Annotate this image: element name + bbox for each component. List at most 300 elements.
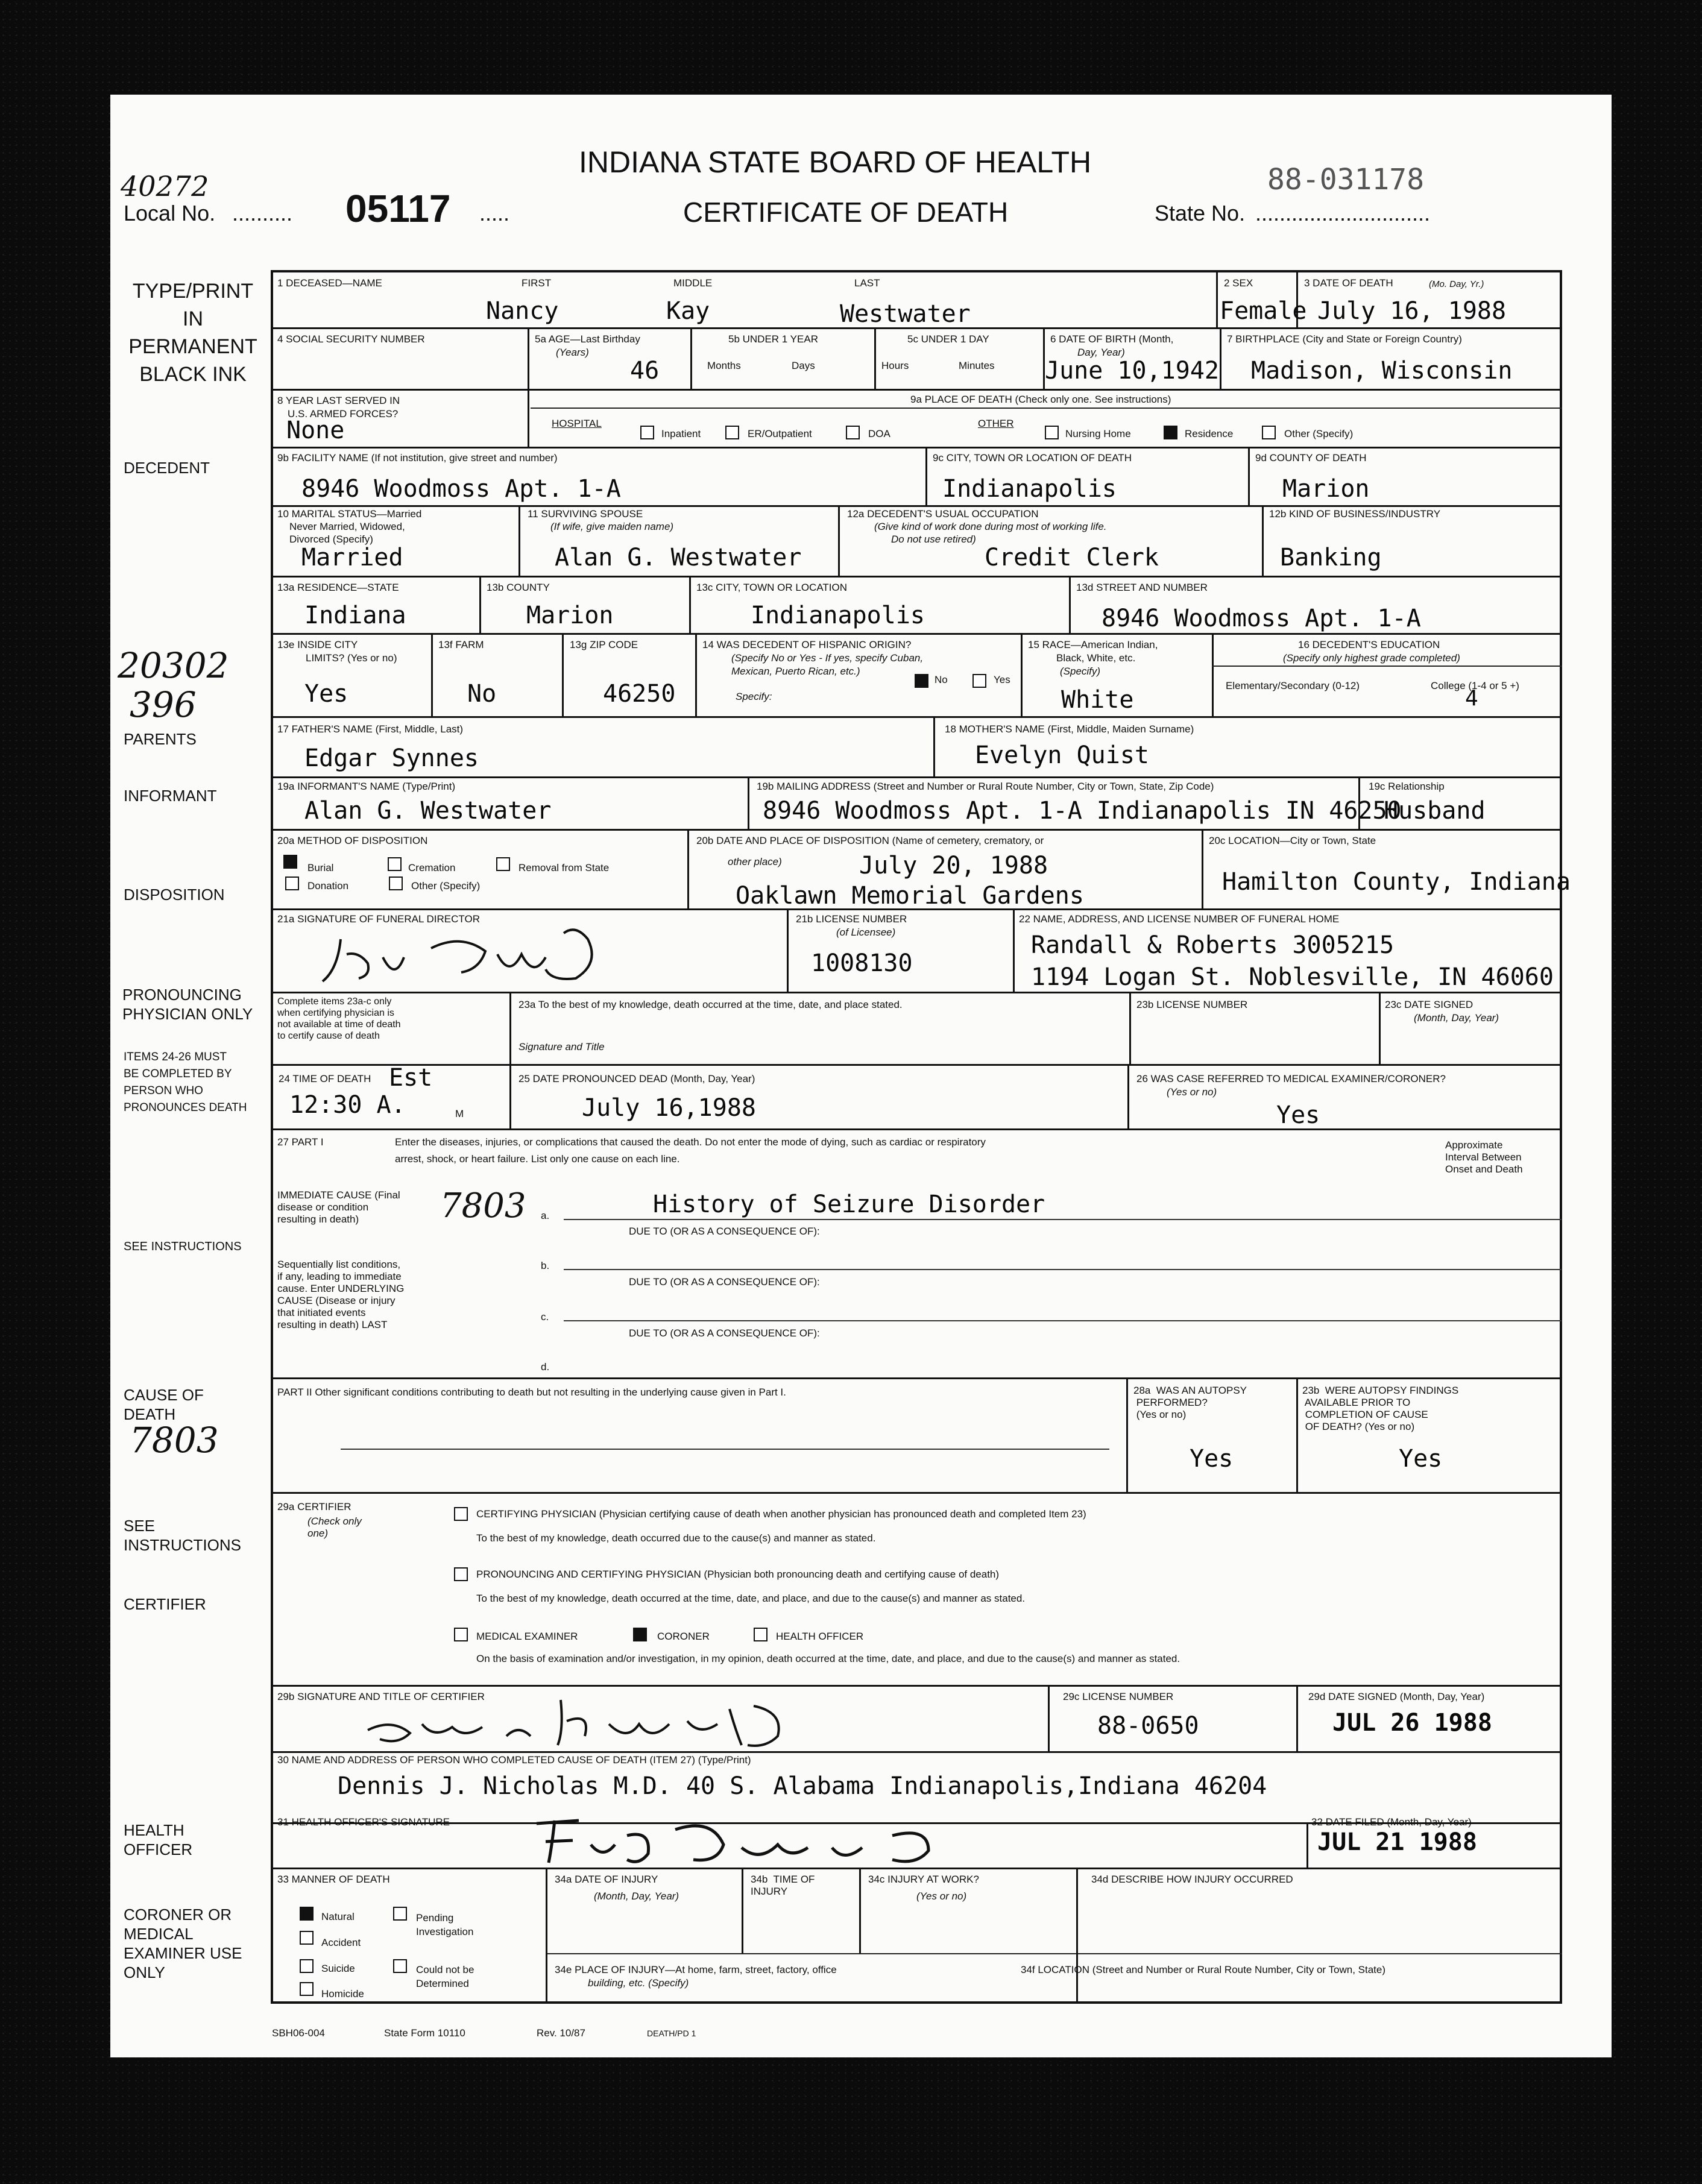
label-34f: 34f LOCATION (Street and Number or Rural Route Number, City or Town, State) [1021,1964,1385,1975]
checkbox-coroner[interactable] [633,1628,647,1641]
local-no-label: Local No. [124,201,216,225]
v-div [690,327,692,389]
v-div [695,633,697,716]
value-farm: No [467,680,497,708]
label-residence: Residence [1185,428,1234,439]
label-15-sub1: Black, White, etc. [1056,652,1136,664]
label-pronouncing-certifying: PRONOUNCING AND CERTIFYING PHYSICIAN (Physician both pronouncing death and certifying cause of death) [476,1569,1000,1580]
label-pronouncing-certifying-sub: To the best of my knowledge, death occurred at the time, date, and place, and due to the cause(s) and manner as stated. [476,1593,1026,1604]
v-div [1129,992,1131,1064]
local-no-trail: ..... [479,201,510,225]
complete-items-note: Complete items 23a-c only when certifying physician is not available at time of death to certify cause of death [277,996,401,1041]
label-natural: Natural [321,1911,355,1922]
checkbox-burial[interactable] [283,855,297,869]
label-16-elementary: Elementary/Secondary (0-12) [1226,680,1360,691]
label-part-2: PART II Other significant conditions contributing to death but not resulting in the underlying cause given in Part I. [277,1386,786,1398]
value-city-of-death: Indianapolis [942,475,1117,503]
row-line-4 [271,505,1562,507]
row-line-15 [271,1492,1562,1494]
checkbox-er-outpatient[interactable] [725,426,739,439]
row-line-12 [271,1064,1562,1066]
v-div [1379,992,1381,1064]
value-time-of-death: 12:30 A. [289,1091,406,1119]
v-div [1216,270,1218,329]
checkbox-other-place[interactable] [1262,426,1276,439]
label-14: 14 WAS DECEDENT OF HISPANIC ORIGIN? [702,639,912,650]
value-first-name: Nancy [486,297,559,325]
checkbox-suicide[interactable] [300,1959,314,1973]
row-line-9 [271,829,1562,831]
v-div [509,992,511,1128]
v-div [1013,908,1015,992]
label-approx-interval: Approximate Interval Between Onset and Death [1445,1139,1523,1175]
footer-code: DEATH/PD 1 [647,2028,696,2038]
label-1: 1 DECEASED—NAME [277,277,382,289]
value-mother: Evelyn Quist [975,741,1149,769]
checkbox-nursing-home[interactable] [1045,426,1059,439]
handwritten-20302: 20302 [118,645,229,686]
label-due-to-1: DUE TO (OR AS A CONSEQUENCE OF): [629,1226,820,1237]
label-accident: Accident [321,1937,361,1948]
label-29b: 29b SIGNATURE AND TITLE OF CERTIFIER [277,1691,485,1702]
checkbox-cremation[interactable] [388,857,402,871]
label-hospital: HOSPITAL [552,418,602,429]
label-16: 16 DECEDENT'S EDUCATION [1298,639,1440,650]
label-26: 26 WAS CASE REFERRED TO MEDICAL EXAMINER/CORONER? [1136,1073,1446,1084]
value-autopsy: Yes [1190,1445,1234,1473]
label-other-place: OTHER [978,418,1014,429]
value-surviving-spouse: Alan G. Westwater [555,544,802,571]
value-date-of-birth: June 10,1942 [1045,357,1219,385]
label-34e: 34e PLACE OF INJURY—At home, farm, street, factory, office [555,1964,837,1975]
label-9d: 9d COUNTY OF DEATH [1255,452,1367,464]
label-27-desc1: Enter the diseases, injuries, or complications that caused the death. Do not enter the mode of dying, such as cardiac or respiratory [395,1136,986,1148]
label-13f: 13f FARM [438,639,484,650]
label-18: 18 MOTHER'S NAME (First, Middle, Maiden Surname) [945,723,1194,735]
v-div [479,576,481,633]
local-no-dots: .......... [232,201,293,225]
label-28a: 28a WAS AN AUTOPSY PERFORMED? (Yes or no) [1133,1385,1247,1420]
label-er-outpatient: ER/Outpatient [748,428,812,439]
value-race: White [1061,686,1134,714]
checkbox-inpatient[interactable] [640,426,654,439]
row-line-16 [271,1685,1562,1687]
label-9b: 9b FACILITY NAME (If not institution, give street and number) [277,452,558,464]
value-sex: Female [1220,297,1307,325]
value-disposition-location: Hamilton County, Indiana [1222,868,1571,896]
value-facility: 8946 Woodmoss Apt. 1-A [301,475,621,503]
value-county-of-death: Marion [1282,475,1370,503]
label-20b: 20b DATE AND PLACE OF DISPOSITION (Name of cemetery, crematory, or [696,835,1044,846]
label-23c-sub: (Month, Day, Year) [1414,1012,1499,1024]
v-div [1021,633,1023,716]
v-div [1069,576,1071,633]
see-instructions-small: SEE INSTRUCTIONS [124,1240,242,1253]
checkbox-hispanic-no[interactable] [915,674,928,688]
checkbox-residence[interactable] [1164,426,1177,439]
checkbox-health-officer[interactable] [754,1628,767,1641]
label-17: 17 FATHER'S NAME (First, Middle, Last) [277,723,464,735]
label-certifying-physician-sub: To the best of my knowledge, death occurred due to the cause(s) and manner as stated. [476,1532,876,1544]
label-10-sub2: Divorced (Specify) [289,533,373,545]
value-person-completed-cause: Dennis J. Nicholas M.D. 40 S. Alabama Indianapolis,Indiana 46204 [338,1772,1267,1800]
v-div [518,505,520,576]
footer-form-id: SBH06-004 [272,2027,325,2039]
section-health-officer: HEALTH OFFICER [124,1821,193,1858]
label-32: 32 DATE FILED (Month, Day, Year) [1311,1816,1472,1828]
cause-line-c [564,1320,1562,1321]
v-div [787,908,789,992]
value-age: 46 [630,357,660,385]
value-residence-county: Marion [526,602,614,629]
v-div [748,776,749,829]
label-14-no: No [935,674,948,685]
label-suicide: Suicide [321,1963,355,1974]
label-5a: 5a AGE—Last Birthday [535,333,640,345]
section-informant: INFORMANT [124,787,217,805]
v-div [1048,1685,1050,1751]
v-div [1306,1822,1308,1868]
value-birthplace: Madison, Wisconsin [1251,357,1513,385]
label-29c: 29c LICENSE NUMBER [1063,1691,1174,1702]
label-30: 30 NAME AND ADDRESS OF PERSON WHO COMPLETED CAUSE OF DEATH (ITEM 27) (Type/Print) [277,1754,751,1766]
value-last-name: Westwater [840,300,971,328]
section-parents: PARENTS [124,730,197,748]
state-no-value: 88-031178 [1267,163,1425,197]
v-div [528,389,529,447]
label-34e-sub: building, etc. (Specify) [588,1977,689,1989]
label-29d: 29d DATE SIGNED (Month, Day, Year) [1308,1691,1485,1702]
label-2: 2 SEX [1224,277,1253,289]
label-donation: Donation [307,880,349,892]
row-line-14 [271,1377,1562,1379]
value-date-filed: JUL 21 1988 [1317,1828,1477,1856]
state-no-label: State No. [1155,201,1246,225]
v-div [1220,327,1221,389]
board-title: INDIANA STATE BOARD OF HEALTH [579,145,1092,179]
label-cremation: Cremation [408,862,456,873]
label-inpatient: Inpatient [661,428,701,439]
label-24: 24 TIME OF DEATH [279,1073,371,1084]
label-29a-sub: (Check only one) [307,1515,362,1539]
label-5b-months: Months [707,360,741,371]
label-b: b. [541,1260,550,1271]
label-34c: 34c INJURY AT WORK? [868,1874,979,1885]
cause-line-a [564,1219,1562,1220]
value-mailing-address: 8946 Woodmoss Apt. 1-A Indianapolis IN 46250 [763,797,1402,825]
label-burial: Burial [307,862,334,873]
label-removal: Removal from State [518,862,610,873]
label-34a: 34a DATE OF INJURY [555,1874,658,1885]
v-div [1248,447,1250,505]
label-29a: 29a CERTIFIER [277,1501,351,1512]
label-16-college: College (1-4 or 5 +) [1431,680,1519,691]
label-20c: 20c LOCATION—City or Town, State [1209,835,1376,846]
part2-line [341,1449,1109,1450]
label-19b: 19b MAILING ADDRESS (Street and Number or Rural Route Number, City or Town, State, Zip Code) [757,781,1214,792]
funeral-director-signature [310,921,696,990]
value-father: Edgar Synnes [304,744,479,772]
checkbox-other-disposition[interactable] [389,876,403,890]
label-23a: 23a To the best of my knowledge, death occurred at the time, date, and place stated. [518,999,903,1010]
value-referred-to-coroner: Yes [1276,1101,1320,1129]
label-health-officer: HEALTH OFFICER [776,1631,864,1642]
value-occupation: Credit Clerk [985,544,1159,571]
label-12a-sub2: Do not use retired) [891,533,976,545]
label-6: 6 DATE OF BIRTH (Month, [1050,333,1174,345]
checkbox-pronouncing-certifying[interactable] [454,1567,468,1581]
v-div [528,327,529,389]
label-13a: 13a RESIDENCE—STATE [277,582,399,593]
value-middle-name: Kay [666,297,710,325]
row-line-7 [271,716,1562,718]
checkbox-accident[interactable] [300,1931,314,1945]
label-medical-examiner-sub: On the basis of examination and/or investigation, in my opinion, death occurred at the time, date, and place, and due to the cause(s) and manner as stated. [476,1653,1180,1664]
checkbox-hispanic-yes[interactable] [972,674,986,688]
local-no-handwritten: 40272 [121,170,209,203]
label-20b-sub: other place) [728,856,782,867]
label-13g: 13g ZIP CODE [570,639,638,650]
label-nursing-home: Nursing Home [1065,428,1131,439]
checkbox-medical-examiner[interactable] [454,1628,468,1641]
label-13e-sub: LIMITS? (Yes or no) [306,652,397,664]
v-div [687,829,689,908]
label-26-sub: (Yes or no) [1167,1086,1217,1098]
handwritten-cause-code-27: 7803 [440,1186,526,1226]
footer-revision: Rev. 10/87 [537,2027,585,2039]
value-funeral-home-name: Randall & Roberts 3005215 [1031,931,1395,959]
label-34d: 34d DESCRIBE HOW INJURY OCCURRED [1091,1874,1293,1885]
handwritten-396: 396 [130,684,197,725]
label-34a-sub: (Month, Day, Year) [594,1890,679,1902]
label-a: a. [541,1210,550,1221]
value-funeral-home-address: 1194 Logan St. Noblesville, IN 46060 [1031,963,1554,991]
label-immediate-cause: IMMEDIATE CAUSE (Final disease or condition resulting in death) [277,1189,400,1225]
checkbox-doa[interactable] [846,426,860,439]
label-8: 8 YEAR LAST SERVED IN [277,395,400,406]
row-line-2 [271,389,1562,391]
value-time-estimate: Est [389,1064,433,1092]
label-5c-minutes: Minutes [959,360,995,371]
label-13e: 13e INSIDE CITY [277,639,358,650]
checkbox-could-not-determine[interactable] [393,1959,407,1973]
section-certifier: CERTIFIER [124,1595,206,1613]
cause-line-b [564,1269,1562,1270]
v-div [431,633,433,716]
checkbox-homicide[interactable] [300,1982,314,1996]
label-34c-sub: (Yes or no) [916,1890,967,1902]
label-last: LAST [854,277,880,289]
label-14-sub2: Mexican, Puerto Rican, etc.) [731,666,860,677]
label-5a-sub: (Years) [556,347,589,358]
v-div [562,633,564,716]
label-21a: 21a SIGNATURE OF FUNERAL DIRECTOR [277,913,480,925]
label-doa: DOA [868,428,890,439]
section-disposition: DISPOSITION [124,886,225,904]
v-div [1296,1685,1298,1751]
v-div [689,576,691,633]
label-due-to-3: DUE TO (OR AS A CONSEQUENCE OF): [629,1327,820,1339]
label-8-sub: U.S. ARMED FORCES? [288,408,399,420]
checkbox-pending[interactable] [393,1907,407,1921]
value-relationship: Husband [1384,797,1486,825]
label-certifying-physician: CERTIFYING PHYSICIAN (Physician certifying cause of death when another physician has pronounced death and completed Item 23) [476,1508,1086,1520]
value-disposition-place: Oaklawn Memorial Gardens [736,882,1084,910]
v-div [925,447,927,505]
label-27-desc2: arrest, shock, or heart failure. List only one cause on each line. [395,1153,680,1165]
label-19a: 19a INFORMANT'S NAME (Type/Print) [277,781,456,792]
value-inside-city: Yes [304,680,348,708]
state-no-dots: ............................. [1255,201,1431,225]
label-10: 10 MARITAL STATUS—Married [277,508,422,520]
label-7: 7 BIRTHPLACE (City and State or Foreign Country) [1227,333,1462,345]
v-div [838,505,840,576]
label-23a-signature: Signature and Title [518,1041,605,1053]
label-12b: 12b KIND OF BUSINESS/INDUSTRY [1269,508,1441,520]
certifier-signature [356,1688,868,1751]
handwritten-cause-code: 7803 [130,1420,219,1461]
v-div [1212,633,1214,716]
value-industry: Banking [1280,544,1382,571]
label-sequential: Sequentially list conditions, if any, leading to immediate cause. Enter UNDERLYING CAUSE (Disease or injury that initiated events resulting in death) LAST [277,1259,405,1330]
label-13c: 13c CITY, TOWN OR LOCATION [696,582,848,593]
checkbox-natural[interactable] [300,1907,314,1921]
label-14-specify: Specify: [736,691,772,702]
label-13d: 13d STREET AND NUMBER [1076,582,1208,593]
label-14-yes: Yes [994,674,1010,685]
certificate-title: CERTIFICATE OF DEATH [683,197,1009,228]
value-certifier-date: JUL 26 1988 [1332,1709,1492,1737]
row-line-3 [271,447,1562,448]
label-5c-hours: Hours [881,360,909,371]
label-22: 22 NAME, ADDRESS, AND LICENSE NUMBER OF FUNERAL HOME [1019,913,1340,925]
label-21b: 21b LICENSE NUMBER [796,913,907,925]
label-c: c. [541,1311,549,1323]
section-coroner: CORONER OR MEDICAL EXAMINER USE ONLY [124,1905,242,1981]
value-funeral-director-license: 1008130 [811,949,913,977]
label-medical-examiner: MEDICAL EXAMINER [476,1631,578,1642]
label-23c: 23c DATE SIGNED [1385,999,1473,1010]
type-print-instruction: TYPE/PRINT IN PERMANENT BLACK INK [128,280,257,386]
value-college-years: 4 [1465,686,1478,711]
label-5b: 5b UNDER 1 YEAR [728,333,818,345]
label-could-not-determine: Could not be Determined [416,1964,474,1989]
label-3-sub: (Mo. Day, Yr.) [1429,279,1484,289]
checkbox-removal[interactable] [496,857,510,871]
label-21b-sub: (of Licensee) [836,927,896,938]
label-other-disposition: Other (Specify) [411,880,481,892]
v-div [1126,1377,1128,1492]
section-pronouncing-physician: PRONOUNCING PHYSICIAN ONLY [122,986,253,1023]
label-pending: Pending Investigation [416,1912,474,1937]
label-5b-days: Days [792,360,815,371]
checkbox-donation[interactable] [285,876,299,890]
items-24-26-note: ITEMS 24-26 MUST BE COMPLETED BY PERSON WHO PRONOUNCES DEATH [124,1051,247,1114]
place-of-death-line [531,408,1562,409]
label-other-specify: Other (Specify) [1284,428,1354,439]
v-div [546,1868,547,2004]
v-div [742,1868,743,1953]
label-11: 11 SURVIVING SPOUSE [528,508,643,520]
label-12a: 12a DECEDENT'S USUAL OCCUPATION [847,508,1039,520]
label-33: 33 MANNER OF DEATH [277,1874,390,1885]
checkbox-certifying-physician[interactable] [454,1507,468,1521]
label-4: 4 SOCIAL SECURITY NUMBER [277,333,425,345]
section-decedent: DECEDENT [124,459,210,477]
row-line-11 [271,992,1562,993]
label-3: 3 DATE OF DEATH [1304,277,1393,289]
label-12a-sub1: (Give kind of work done during most of working life. [874,521,1107,532]
value-disposition-date: July 20, 1988 [859,852,1048,880]
value-marital-status: Married [301,544,403,571]
label-13b: 13b COUNTY [487,582,550,593]
label-homicide: Homicide [321,1988,364,2000]
label-31: 31 HEALTH OFFICER'S SIGNATURE [277,1816,450,1828]
label-d: d. [541,1361,550,1373]
value-autopsy-findings: Yes [1399,1445,1443,1473]
label-9a: 9a PLACE OF DEATH (Check only one. See instructions) [910,394,1171,405]
label-28b: 23b WERE AUTOPSY FINDINGS AVAILABLE PRIOR TO COMPLETION OF CAUSE OF DEATH? (Yes or no) [1302,1385,1459,1432]
footer-state-form: State Form 10110 [384,2027,465,2039]
label-27: 27 PART I [277,1136,324,1148]
value-date-of-death: July 16, 1988 [1317,297,1507,325]
v-div [1296,1377,1298,1492]
row-line-17 [271,1751,1562,1753]
row-line-8 [271,776,1562,778]
label-coroner: CORONER [657,1631,710,1642]
v-div [933,716,935,776]
v-div [1076,1868,1078,2004]
value-cause-a: History of Seizure Disorder [653,1191,1045,1218]
label-16-sub: (Specify only highest grade completed) [1283,652,1460,664]
label-25: 25 DATE PRONOUNCED DEAD (Month, Day, Year) [518,1073,755,1084]
value-informant: Alan G. Westwater [304,797,552,825]
value-date-pronounced: July 16,1988 [582,1094,756,1122]
label-20a: 20a METHOD OF DISPOSITION [277,835,428,846]
v-div [1127,1064,1129,1128]
value-zip: 46250 [603,680,676,708]
v-div [1262,505,1264,576]
value-residence-city: Indianapolis [751,602,925,629]
label-34b: 34b TIME OF INJURY [751,1874,815,1897]
value-armed-forces: None [286,417,345,444]
label-due-to-2: DUE TO (OR AS A CONSEQUENCE OF): [629,1276,820,1288]
label-11-sub: (If wife, give maiden name) [550,521,674,532]
health-officer-signature [531,1811,1025,1869]
v-div [1202,829,1203,908]
label-9c: 9c CITY, TOWN OR LOCATION OF DEATH [933,452,1132,464]
label-6-sub: Day, Year) [1077,347,1125,358]
label-24-m: M [455,1108,464,1119]
label-15: 15 RACE—American Indian, [1028,639,1158,650]
value-residence-street: 8946 Woodmoss Apt. 1-A [1102,605,1421,632]
section-see-instructions: SEE INSTRUCTIONS [124,1517,241,1554]
v-div [859,1868,861,1953]
education-divider [1212,666,1562,667]
label-10-sub1: Never Married, Widowed, [289,521,405,532]
value-certifier-license: 88-0650 [1097,1712,1199,1740]
label-14-sub1: (Specify No or Yes - If yes, specify Cuban, [731,652,924,664]
v-div [874,327,876,389]
label-23b: 23b LICENSE NUMBER [1136,999,1248,1010]
section-cause-of-death: CAUSE OF DEATH [124,1386,204,1423]
value-residence-state: Indiana [304,602,406,629]
row-line-6 [271,633,1562,635]
label-first: FIRST [522,277,552,289]
label-19c: 19c Relationship [1369,781,1445,792]
label-15-sub2: (Specify) [1060,666,1101,677]
local-no-value: 05117 [345,187,451,230]
